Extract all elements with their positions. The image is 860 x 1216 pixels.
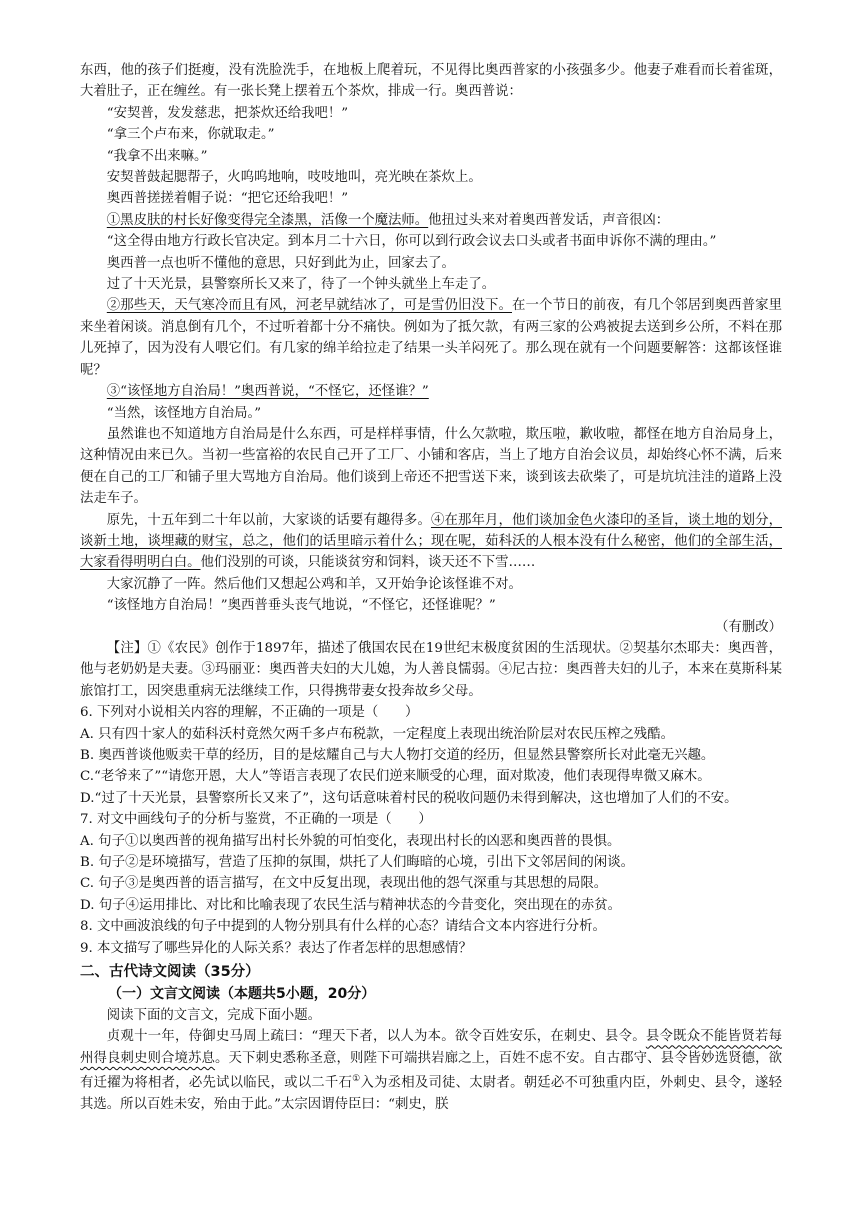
footnote: 【注】①《农民》创作于1897年，描述了俄国农民在19世纪末极度贫困的生活现状。②契基尔杰耶夫：奥西普，他与老奶奶是夫妻。③玛丽亚：奥西普夫妇的大儿媳，为人善良懦弱。④尼古拉：奥西普夫妇的儿子，本来在莫斯科某旅馆打工，因突患重病无法继续工作，只得携带妻女投奔故乡父母。 bbox=[80, 640, 782, 699]
footnote-marker: ① bbox=[352, 1074, 361, 1085]
option-6c: C.“老爷来了”“请您开恩，大人”等语言表现了农民们逆来顺受的心理，面对欺凌，他们表现得卑微又麻木。 bbox=[80, 769, 711, 785]
section-heading: 二、古代诗文阅读（35分） bbox=[80, 964, 260, 981]
story-paragraph: “该怪地方自治局！”奥西普垂头丧气地说，“不怪它，还怪谁呢？” bbox=[106, 598, 496, 614]
question-9: 9. 本文描写了哪些异化的人际关系？表达了作者怎样的思想感情？ bbox=[80, 940, 472, 956]
option-6a: A. 只有四十家人的茹科沃村竟然欠两千多卢布税款，一定程度上表现出统治阶层对农民压榨之残酷。 bbox=[80, 726, 674, 742]
source-note: （有删改） bbox=[715, 619, 782, 635]
story-paragraph: 奥西普一点也听不懂他的意思，只好到此为止，回家去了。 bbox=[106, 255, 455, 271]
underlined-sentence-4: ④在那年月，他们谈加金色火漆印的圣旨，谈土地的划分，谈新土地，谈埋藏的财宝，总之，他们的话里暗示着什么；现在呢，茹科沃的人根本没有什么秘密，他们的全部生活，大家看得明明白白。 bbox=[80, 512, 783, 571]
story-paragraph: 过了十天光景，县警察所长又来了，待了一个钟头就坐上车走了。 bbox=[106, 277, 496, 293]
option-7d: D. 句子④运用排比、对比和比喻表现了农民生活与精神状态的今昔变化，突出现在的赤贫。 bbox=[80, 897, 622, 913]
story-paragraph: “我拿不出来嘛。” bbox=[106, 148, 208, 164]
story-paragraph: 东西，他的孩子们挺瘦，没有洗脸洗手，在地板上爬着玩，不见得比奥西普家的小孩强多少。他妻子难看而长着雀斑，大着肚子，正在缠丝。有一张长凳上摆着五个茶炊，排成一行。奥西普说： bbox=[80, 63, 782, 100]
paragraph-text: 原先，十五年到二十年以前，大家谈的话要有趣得多。 bbox=[106, 512, 431, 528]
story-paragraph: “这全得由地方行政长官决定。到本月二十六日，你可以到行政会议去口头或者书面申诉你不满的理由。” bbox=[106, 234, 717, 250]
paragraph-text: 。天下刺史悉称圣意，则陛下可端拱岩廊之上，百姓不虑不安。自古郡守、县令皆妙选贤德，欲有迁擢为将相者，必先试以临民，或以二千石 bbox=[80, 1050, 783, 1091]
story-paragraph bbox=[80, 510, 782, 574]
option-7a: A. 句子①以奥西普的视角描写出村长外貌的可怕变化，表现出村长的凶恶和奥西普的畏惧。 bbox=[80, 833, 621, 849]
paragraph-text: 在一个节日的前夜，有几个邻居到奥西普家里来坐着闲谈。消息倒有几个，不过听着都十分不痛快。例如为了抵欠款，有两三家的公鸡被捉去送到乡公所，不料在那儿死掉了，因为没有人喂它们。有几家的绵羊给拉走了结果一头羊闷死了。那么现在就有一个问题要解答：这都该怪谁呢？ bbox=[80, 298, 783, 378]
story-paragraph: “拿三个卢布来，你就取走。” bbox=[106, 127, 275, 143]
story-paragraph: 虽然谁也不知道地方自治局是什么东西，可是样样事情，什么欠款啦，欺压啦，歉收啦，都怪在地方自治局身上，这种情况由来已久。当初一些富裕的农民自己开了工厂、小铺和客店，当上了地方自治会议员，却始终心怀不满，后来便在自己的工厂和铺子里大骂地方自治局。他们谈到上帝还不把雪送下来，谈到该去砍柴了，可是坑坑洼洼的道路上没法走车子。 bbox=[80, 426, 782, 507]
question-7: 7. 对文中画线句子的分析与鉴赏，不正确的一项是（ ） bbox=[80, 812, 432, 828]
story-paragraph: “安契普，发发慈悲，把茶炊还给我吧！” bbox=[106, 105, 349, 121]
option-7c: C. 句子③是奥西普的语言描写，在文中反复出现，表现出他的怨气深重与其思想的局限。 bbox=[80, 876, 608, 892]
option-6b: B. 奥西普谈他贩卖干草的经历，目的是炫耀自己与大人物打交道的经历，但显然县警察所长对此毫无兴趣。 bbox=[80, 748, 715, 763]
story-paragraph: 安契普鼓起腮帮子，火呜呜地响，吱吱地叫，亮光映在茶炊上。 bbox=[106, 170, 482, 186]
underlined-sentence-3: ③“该怪地方自治局！”奥西普说，“不怪它，还怪谁？” bbox=[106, 384, 429, 400]
paragraph-text: 他们没别的可谈，只能谈贫穷和饲料，谈天还不下雪…… bbox=[200, 555, 536, 571]
option-6d: D.“过了十天光景，县警察所长又来了”，这句话意味着村民的税收问题仍未得到解决，这也增加了人们的不安。 bbox=[80, 790, 738, 806]
story-paragraph: “当然，该怪地方自治局。” bbox=[106, 405, 262, 421]
underlined-sentence-2: ②那些天，天气寒冷而且有风，河老早就结冰了，可是雪仍旧没下。 bbox=[106, 298, 512, 314]
story-paragraph bbox=[80, 295, 782, 381]
underlined-sentence-1: ①黑皮肤的村长好像变得完全漆黑，活像一个魔法师。 bbox=[106, 212, 429, 228]
classical-text bbox=[80, 1026, 782, 1115]
paragraph-text: 他扭过头来对着奥西普发话，声音很凶： bbox=[428, 212, 670, 228]
question-8: 8. 文中画波浪线的句子中提到的人物分别具有什么样的心态？请结合文本内容进行分析。 bbox=[80, 919, 606, 935]
paragraph-text: 入为丞相及司徒、太尉者。朝廷必不可独重内臣，外刺史、县令，遂轻其选。所以百姓未安，殆由于此。”太宗因谓侍臣曰：“刺史，朕 bbox=[80, 1075, 782, 1113]
question-6: 6. 下列对小说相关内容的理解，不正确的一项是（ ） bbox=[80, 705, 419, 721]
story-paragraph bbox=[80, 210, 782, 231]
paragraph-text: 贞观十一年，侍御史马周上疏曰：“理天下者，以人为本。欲令百姓安乐，在刺史、县令。 bbox=[106, 1029, 646, 1045]
story-paragraph bbox=[80, 381, 782, 402]
wavy-underlined-sentence: 县令既众不能皆贤若每州得良刺史则合境苏息 bbox=[80, 1029, 783, 1066]
option-7b: B. 句子②是环境描写，营造了压抑的氛围，烘托了人们晦暗的心境，引出下文邻居间的闲谈。 bbox=[80, 855, 634, 871]
story-paragraph: 大家沉静了一阵。然后他们又想起公鸡和羊，又开始争论该怪谁不对。 bbox=[106, 576, 522, 592]
story-paragraph: 奥西普搓搓着帽子说：“把它还给我吧！” bbox=[106, 191, 349, 207]
instruction-text: 阅读下面的文言文，完成下面小题。 bbox=[106, 1008, 322, 1024]
subsection-heading: （一）文言文阅读（本题共5小题，20分） bbox=[108, 986, 376, 1003]
